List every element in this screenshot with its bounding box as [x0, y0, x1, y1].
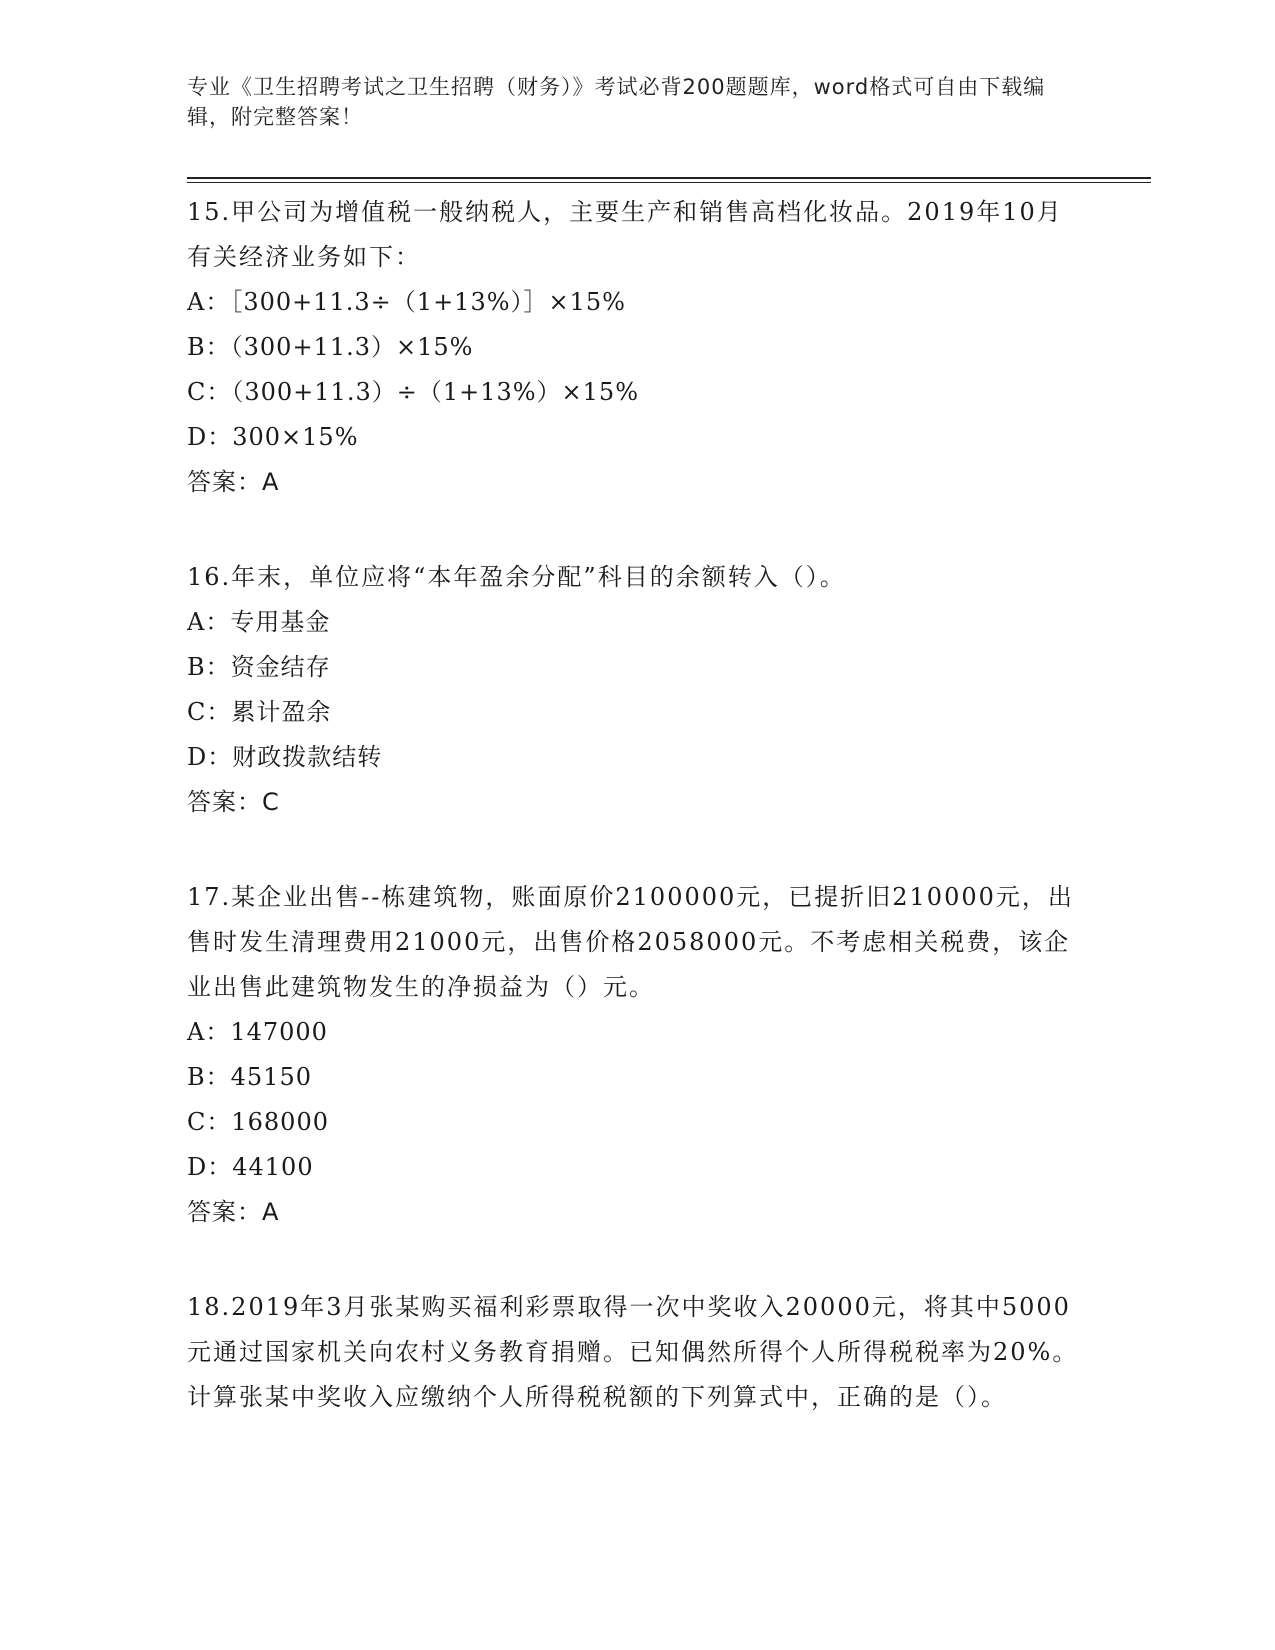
question-15 [187, 190, 1087, 505]
question-17 [187, 875, 1087, 1235]
document-header: 专业《卫生招聘考试之卫生招聘（财务）》考试必背200题题库，word格式可自由下载编辑，附完整答案！ [187, 75, 1046, 129]
answer: 答案：A [187, 1198, 280, 1226]
question-text: 16.年末，单位应将“本年盈余分配”科目的余额转入（）。 [187, 563, 846, 591]
option-a: A：［300+11.3÷（1+13%）］×15% [187, 288, 626, 316]
question-text: 18.2019年3月张某购买福利彩票取得一次中奖收入20000元，将其中5000元通过国家机关向农村义务教育捐赠。已知偶然所得个人所得税税率为20%。计算张某中奖收入应缴纳个人所得税税额的下列算式中，正确的是（）。 [187, 1293, 1079, 1411]
option-c: C：168000 [187, 1108, 329, 1136]
option-c: C：累计盈余 [187, 698, 332, 726]
header-divider-thick [187, 177, 1151, 179]
option-b: B：（300+11.3）×15% [187, 333, 474, 361]
option-d: D：44100 [187, 1153, 314, 1181]
answer: 答案：C [187, 788, 280, 816]
option-a: A：147000 [187, 1018, 328, 1046]
option-d: D：300×15% [187, 423, 359, 451]
question-list [187, 190, 1087, 1470]
question-16 [187, 555, 1087, 825]
option-b: B：资金结存 [187, 653, 331, 681]
option-b: B：45150 [187, 1063, 312, 1091]
question-text: 15.甲公司为增值税一般纳税人，主要生产和销售高档化妆品。2019年10月有关经济业务如下： [187, 198, 1063, 271]
question-18 [187, 1285, 1087, 1420]
option-d: D：财政拨款结转 [187, 743, 383, 771]
header-divider-thin [187, 182, 1151, 183]
answer: 答案：A [187, 468, 280, 496]
question-text: 17.某企业出售--栋建筑物，账面原价2100000元，已提折旧210000元，出售时发生清理费用21000元，出售价格2058000元。不考虑相关税费，该企业出售此建筑物发生的净损益为（）元。 [187, 883, 1074, 1001]
option-a: A：专用基金 [187, 608, 331, 636]
option-c: C：（300+11.3）÷（1+13%）×15% [187, 378, 640, 406]
